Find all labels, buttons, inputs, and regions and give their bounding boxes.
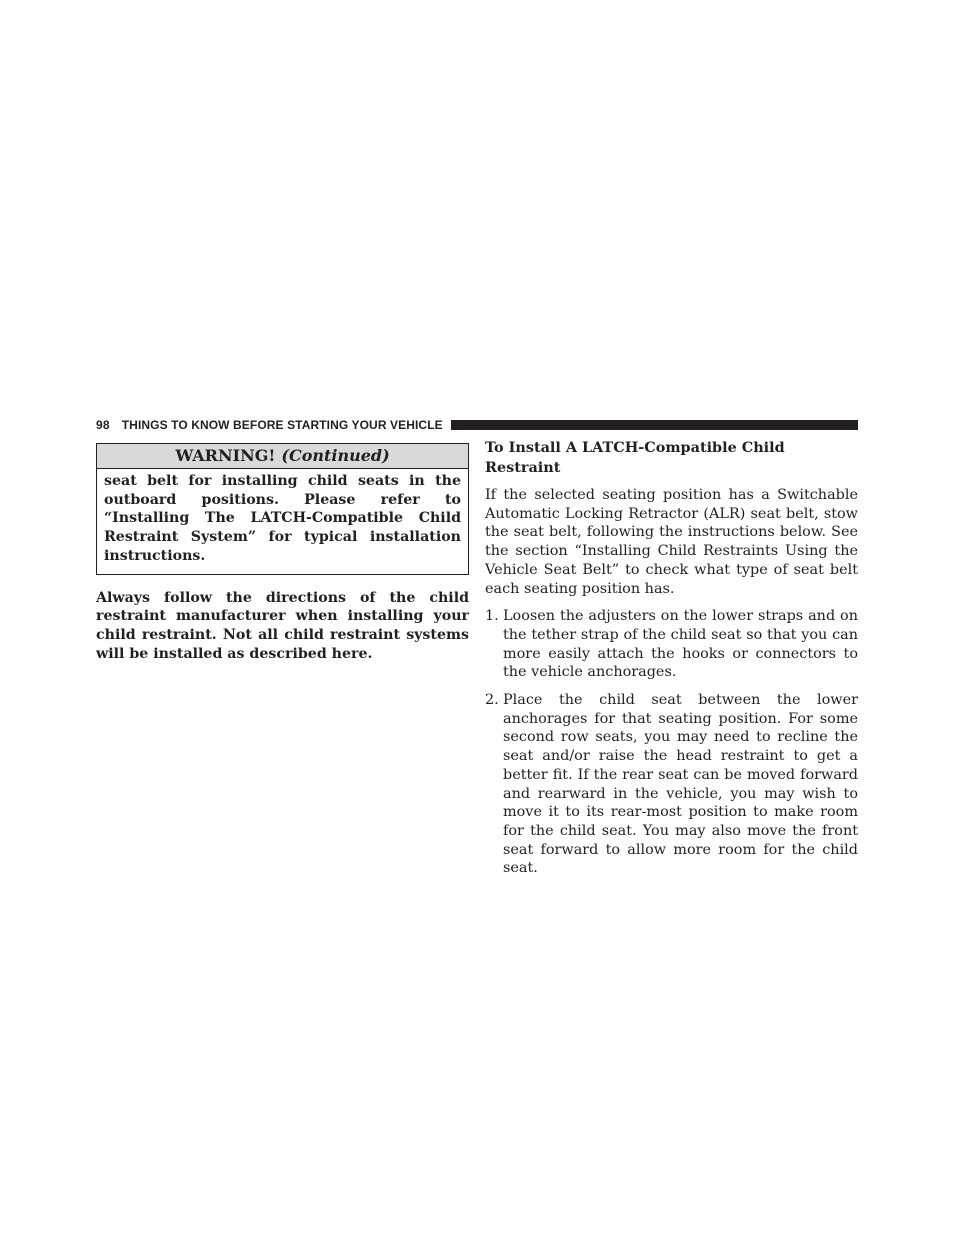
warning-header — [97, 444, 468, 469]
step-number: 2. — [485, 692, 499, 709]
section-heading: To Install A LATCH-Compatible Child Restraint — [485, 439, 785, 476]
step-number: 1. — [485, 608, 499, 625]
left-column — [96, 443, 469, 663]
list-item — [485, 607, 858, 682]
step-text: Loosen the adjusters on the lower straps and on the tether strap of the child seat so that you can more easily attach the hooks or connectors to the vehicle anchorages. — [503, 608, 858, 681]
page-number: 98 — [96, 418, 110, 432]
step-text: Place the child seat between the lower anchorages for that seating position. For some second row seats, you may need to recline the seat and/or raise the head restraint to get a better fit. If the rear seat can be moved forward and rearward in the vehicle, you may wish to move it to its rear-most position to make room for the child seat. You may also move the front seat forward to allow more room for the child seat. — [503, 692, 858, 877]
section-title: THINGS TO KNOW BEFORE STARTING YOUR VEHICLE — [121, 418, 443, 432]
caution-paragraph: Always follow the directions of the child restraint manufacturer when installing your child restraint. Not all child restraint systems will be installed as described here. — [96, 589, 469, 662]
warning-continued: (Continued) — [281, 446, 390, 465]
list-item — [485, 691, 858, 878]
page-header — [96, 417, 858, 433]
warning-label: WARNING! — [175, 446, 276, 465]
header-rule — [451, 420, 858, 430]
warning-text: seat belt for installing child seats in the outboard positions. Please refer to “Installing The LATCH-Compatible Child Restraint System” for typical installation instructions. — [104, 473, 461, 564]
steps-list — [485, 607, 858, 878]
intro-paragraph: If the selected seating position has a Switchable Automatic Locking Retractor (ALR) seat belt, stow the seat belt, following the instructions below. See the section “Installing Child Restraints Using the Vehicle Seat Belt” to check what type of seat belt each seating position has. — [485, 487, 858, 597]
warning-box — [96, 443, 469, 575]
right-column — [485, 438, 858, 887]
